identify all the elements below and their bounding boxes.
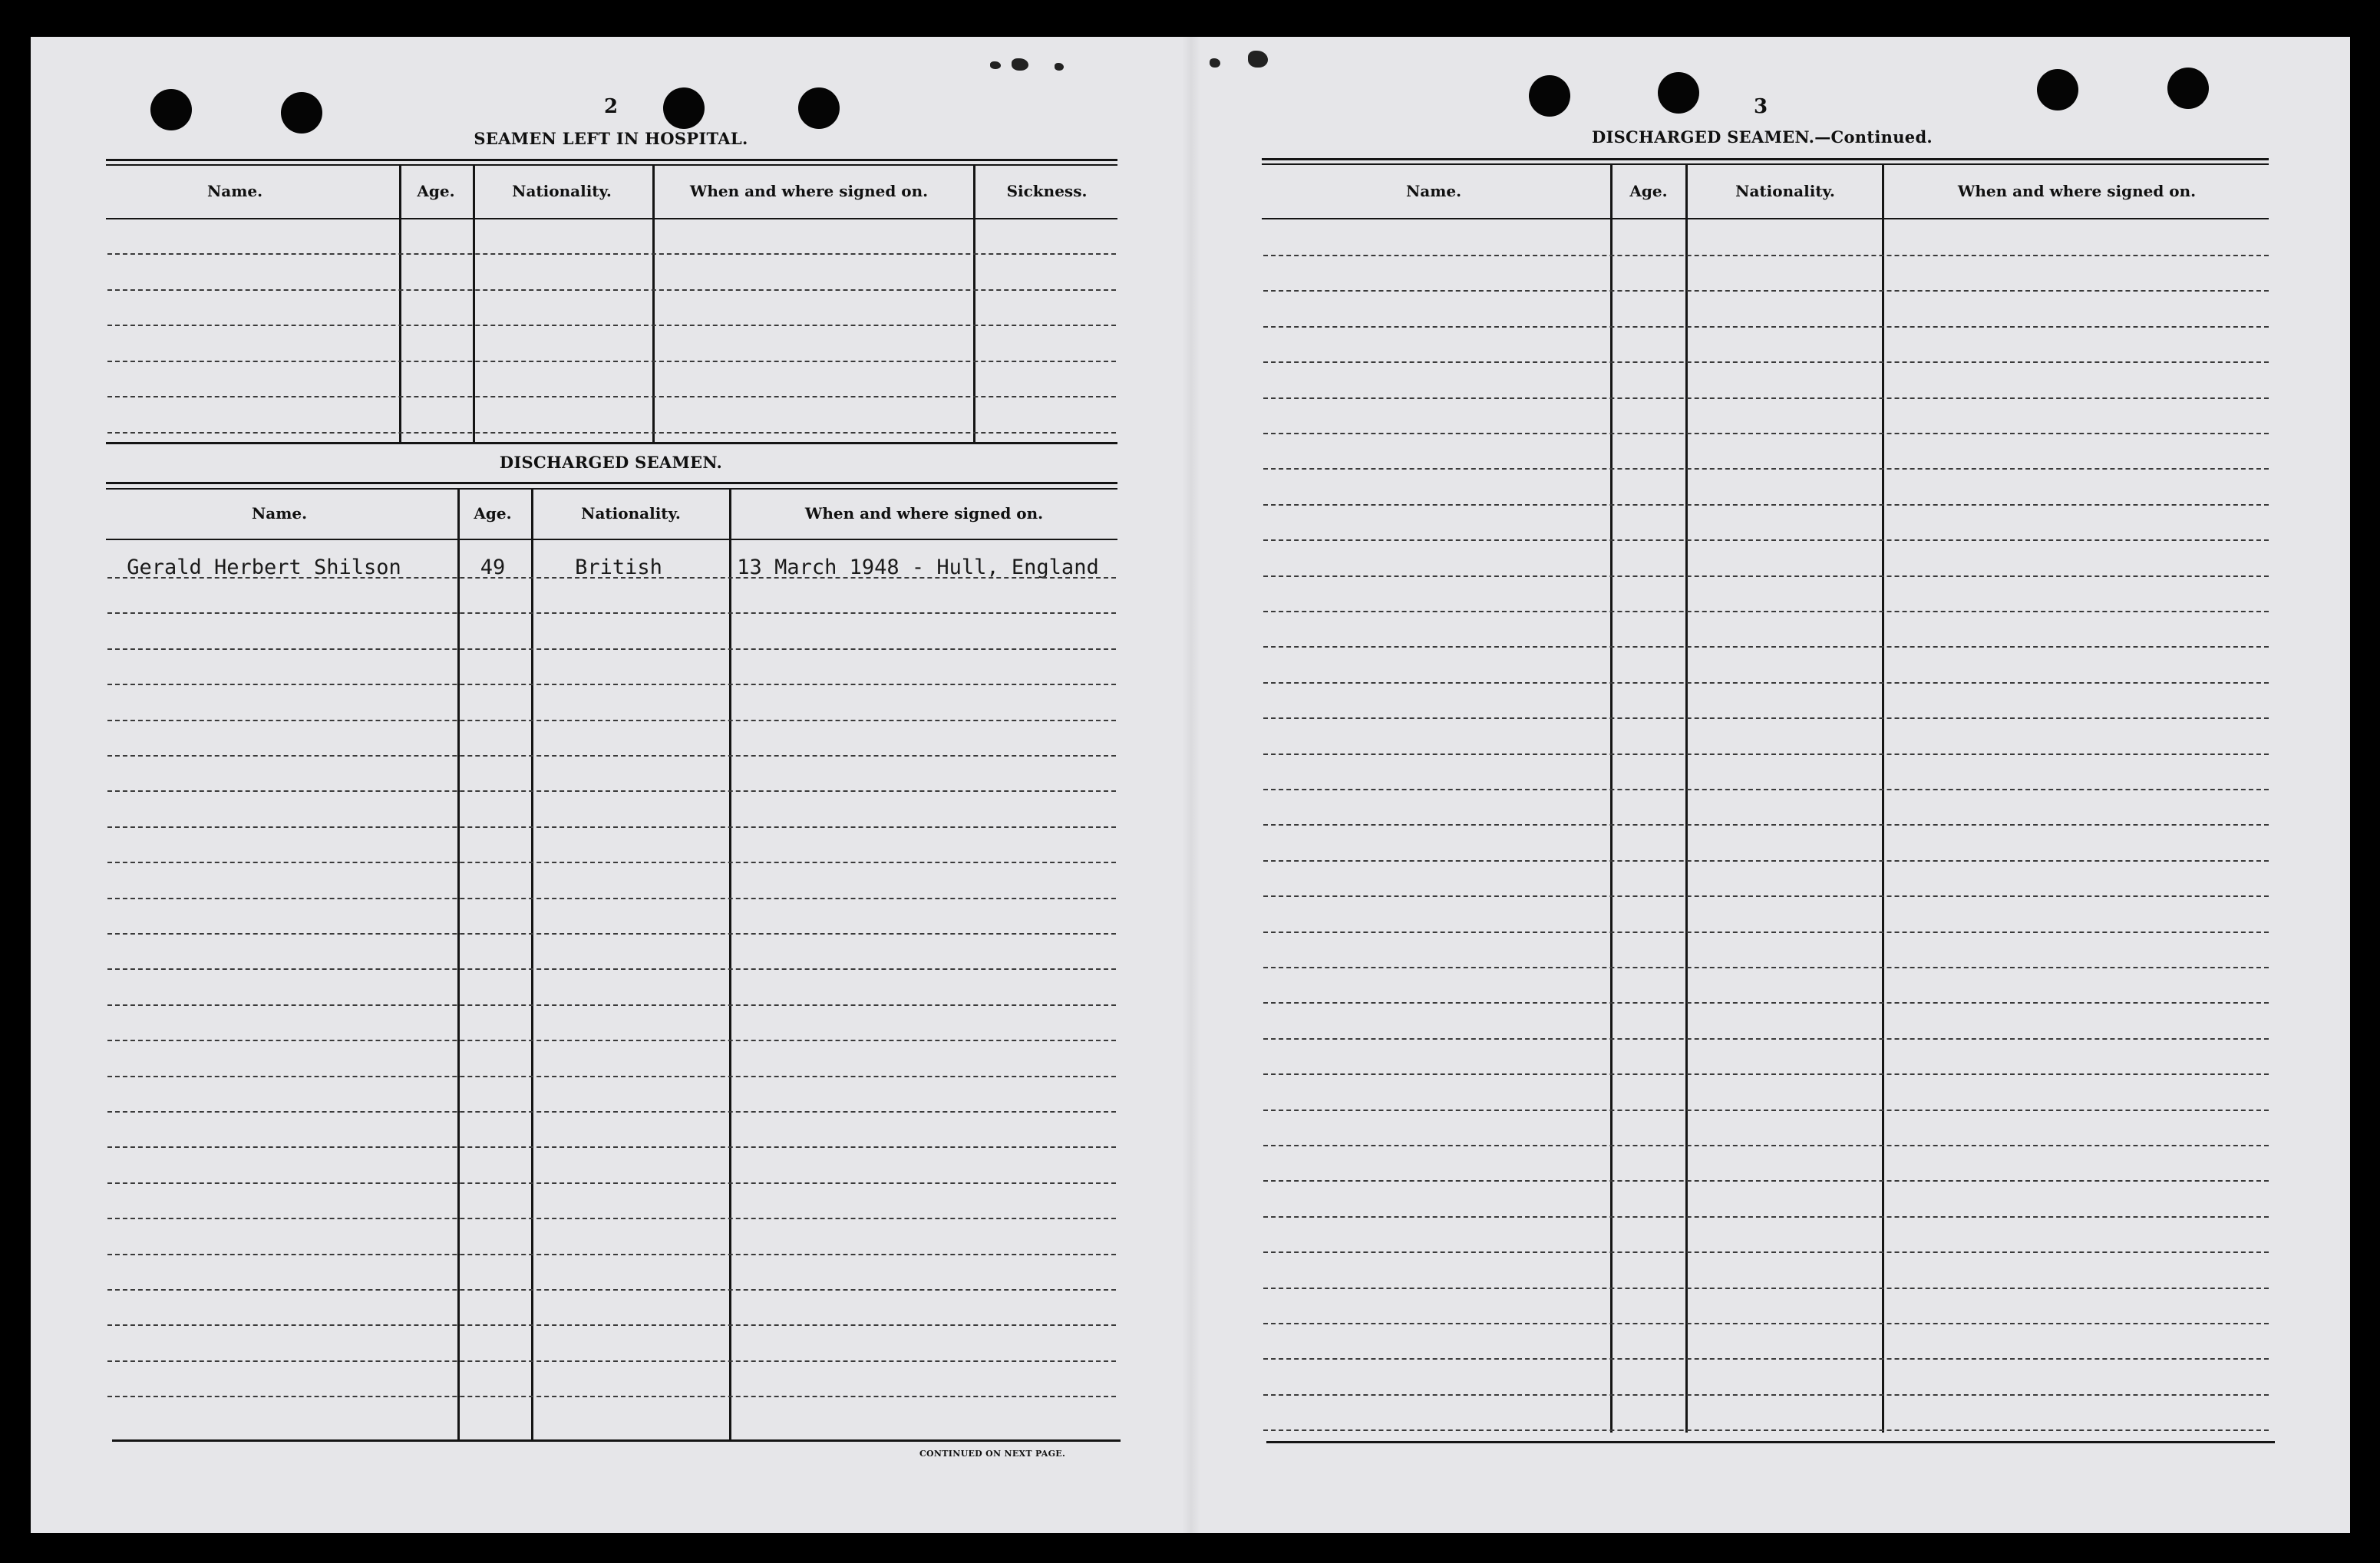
ruled-line bbox=[1263, 1288, 2269, 1289]
ruled-line bbox=[1263, 433, 2269, 434]
ruled-line bbox=[1263, 397, 2269, 399]
hospital-table-top-rule-inner bbox=[106, 164, 1117, 166]
discharged-table-top-rule-inner bbox=[106, 488, 1117, 490]
ruled-line bbox=[1263, 611, 2269, 612]
right-header-age: Age. bbox=[1629, 182, 1668, 200]
ink-smudge bbox=[990, 61, 1001, 69]
right-header-signed-on: When and where signed on. bbox=[1957, 182, 2197, 200]
hospital-header-age: Age. bbox=[417, 182, 455, 200]
hospital-col-divider bbox=[399, 166, 401, 442]
hospital-header-sickness: Sickness. bbox=[1006, 182, 1088, 200]
ruled-line bbox=[1263, 326, 2269, 328]
ruled-line bbox=[107, 898, 1116, 899]
ruled-line bbox=[107, 1218, 1116, 1219]
ruled-line bbox=[1263, 895, 2269, 897]
right-table-top-rule-inner bbox=[1262, 163, 2269, 165]
ruled-line bbox=[107, 1182, 1116, 1184]
ruled-line bbox=[107, 1111, 1116, 1113]
ruled-line bbox=[1263, 1145, 2269, 1146]
ruled-line bbox=[107, 1146, 1116, 1148]
right-header-name: Name. bbox=[1405, 182, 1462, 200]
hospital-header-signed-on: When and where signed on. bbox=[689, 182, 929, 200]
discharged-header-signed-on: When and where signed on. bbox=[804, 504, 1044, 523]
ruled-line bbox=[1263, 1110, 2269, 1111]
ruled-line bbox=[107, 790, 1116, 792]
ruled-line bbox=[107, 755, 1116, 757]
ruled-line bbox=[107, 1004, 1116, 1006]
seaman-name: Gerald Herbert Shilson bbox=[127, 556, 401, 579]
right-col-divider bbox=[1882, 165, 1884, 1433]
ruled-line bbox=[1263, 646, 2269, 648]
ruled-line bbox=[107, 361, 1116, 362]
punch-hole bbox=[2167, 68, 2209, 109]
hospital-table-bottom-rule bbox=[106, 442, 1117, 444]
right-table-top-rule bbox=[1262, 158, 2269, 160]
ruled-line bbox=[1263, 1038, 2269, 1040]
ink-smudge bbox=[1210, 58, 1220, 68]
ruled-line bbox=[1263, 1002, 2269, 1004]
ruled-line bbox=[1263, 1429, 2269, 1431]
hospital-col-divider bbox=[652, 166, 655, 442]
ruled-line bbox=[107, 648, 1116, 650]
punch-hole bbox=[2037, 69, 2078, 110]
hospital-section-title: SEAMEN LEFT IN HOSPITAL. bbox=[474, 129, 748, 148]
ruled-line bbox=[107, 577, 1116, 579]
discharged-col-divider bbox=[729, 490, 731, 1439]
ruled-line bbox=[1263, 1073, 2269, 1075]
ruled-line bbox=[107, 325, 1116, 326]
ruled-line bbox=[107, 1360, 1116, 1362]
discharged-table-top-rule bbox=[106, 482, 1117, 484]
ruled-line bbox=[107, 1289, 1116, 1291]
discharged-section-title: DISCHARGED SEAMEN. bbox=[499, 453, 723, 472]
ruled-line bbox=[1263, 255, 2269, 256]
page-fold bbox=[1182, 37, 1200, 1533]
discharged-header-rule bbox=[106, 539, 1117, 540]
ink-smudge bbox=[1012, 58, 1028, 71]
punch-hole bbox=[1529, 75, 1570, 117]
hospital-header-nationality: Nationality. bbox=[512, 182, 612, 200]
ruled-line bbox=[107, 684, 1116, 685]
hospital-table-top-rule bbox=[106, 159, 1117, 161]
ruled-line bbox=[1263, 753, 2269, 755]
ruled-line bbox=[1263, 1323, 2269, 1324]
ruled-line bbox=[1263, 539, 2269, 541]
right-table-bottom-rule bbox=[1266, 1441, 2275, 1443]
ruled-line bbox=[1263, 290, 2269, 292]
hospital-col-divider bbox=[973, 166, 975, 442]
ink-smudge bbox=[1055, 63, 1064, 71]
ruled-line bbox=[107, 720, 1116, 721]
ruled-line bbox=[107, 432, 1116, 434]
ruled-line bbox=[1263, 789, 2269, 790]
discharged-header-nationality: Nationality. bbox=[581, 504, 681, 523]
punch-hole bbox=[281, 92, 322, 134]
ruled-line bbox=[107, 1040, 1116, 1041]
ruled-line bbox=[107, 1396, 1116, 1397]
ruled-line bbox=[1263, 860, 2269, 862]
ruled-line bbox=[1263, 361, 2269, 363]
ruled-line bbox=[1263, 504, 2269, 506]
punch-hole bbox=[1658, 72, 1699, 114]
hospital-header-rule bbox=[106, 218, 1117, 219]
ruled-line bbox=[1263, 967, 2269, 968]
page-number-right: 3 bbox=[1753, 95, 1768, 118]
right-header-rule bbox=[1262, 218, 2269, 219]
ruled-line bbox=[1263, 824, 2269, 826]
ruled-line bbox=[107, 396, 1116, 397]
discharged-col-divider bbox=[457, 490, 460, 1439]
ruled-line bbox=[107, 1076, 1116, 1077]
punch-hole bbox=[798, 87, 840, 129]
ruled-line bbox=[107, 612, 1116, 614]
page-number-left: 2 bbox=[603, 95, 619, 118]
ruled-line bbox=[1263, 1251, 2269, 1253]
seaman-age: 49 bbox=[480, 556, 506, 579]
ruled-line bbox=[1263, 468, 2269, 470]
hospital-col-divider bbox=[473, 166, 475, 442]
ruled-line bbox=[1263, 1394, 2269, 1396]
punch-hole bbox=[663, 87, 705, 129]
right-header-nationality: Nationality. bbox=[1735, 182, 1835, 200]
discharged-continued-title: DISCHARGED SEAMEN.—Continued. bbox=[1591, 127, 1933, 147]
discharged-col-divider bbox=[531, 490, 533, 1439]
ruled-line bbox=[1263, 682, 2269, 684]
hospital-header-name: Name. bbox=[206, 182, 263, 200]
ruled-line bbox=[107, 253, 1116, 255]
discharged-header-age: Age. bbox=[474, 504, 512, 523]
ruled-line bbox=[107, 1254, 1116, 1255]
ruled-line bbox=[107, 933, 1116, 935]
continued-footer: CONTINUED ON NEXT PAGE. bbox=[919, 1449, 1066, 1459]
ruled-line bbox=[107, 862, 1116, 863]
discharged-table-bottom-rule bbox=[112, 1439, 1121, 1442]
ruled-line bbox=[1263, 1358, 2269, 1360]
seaman-nationality: British bbox=[575, 556, 662, 579]
ruled-line bbox=[1263, 575, 2269, 577]
ruled-line bbox=[1263, 717, 2269, 719]
ruled-line bbox=[107, 289, 1116, 291]
ruled-line bbox=[107, 1324, 1116, 1326]
punch-hole bbox=[150, 89, 192, 130]
ruled-line bbox=[1263, 1216, 2269, 1218]
seaman-signed-on: 13 March 1948 - Hull, England bbox=[737, 556, 1099, 579]
ruled-line bbox=[107, 826, 1116, 828]
ruled-line bbox=[1263, 1180, 2269, 1182]
ruled-line bbox=[107, 968, 1116, 970]
ruled-line bbox=[1263, 932, 2269, 933]
ink-smudge bbox=[1248, 51, 1268, 68]
right-col-divider bbox=[1685, 165, 1688, 1433]
right-col-divider bbox=[1610, 165, 1613, 1433]
discharged-header-name: Name. bbox=[251, 504, 308, 523]
